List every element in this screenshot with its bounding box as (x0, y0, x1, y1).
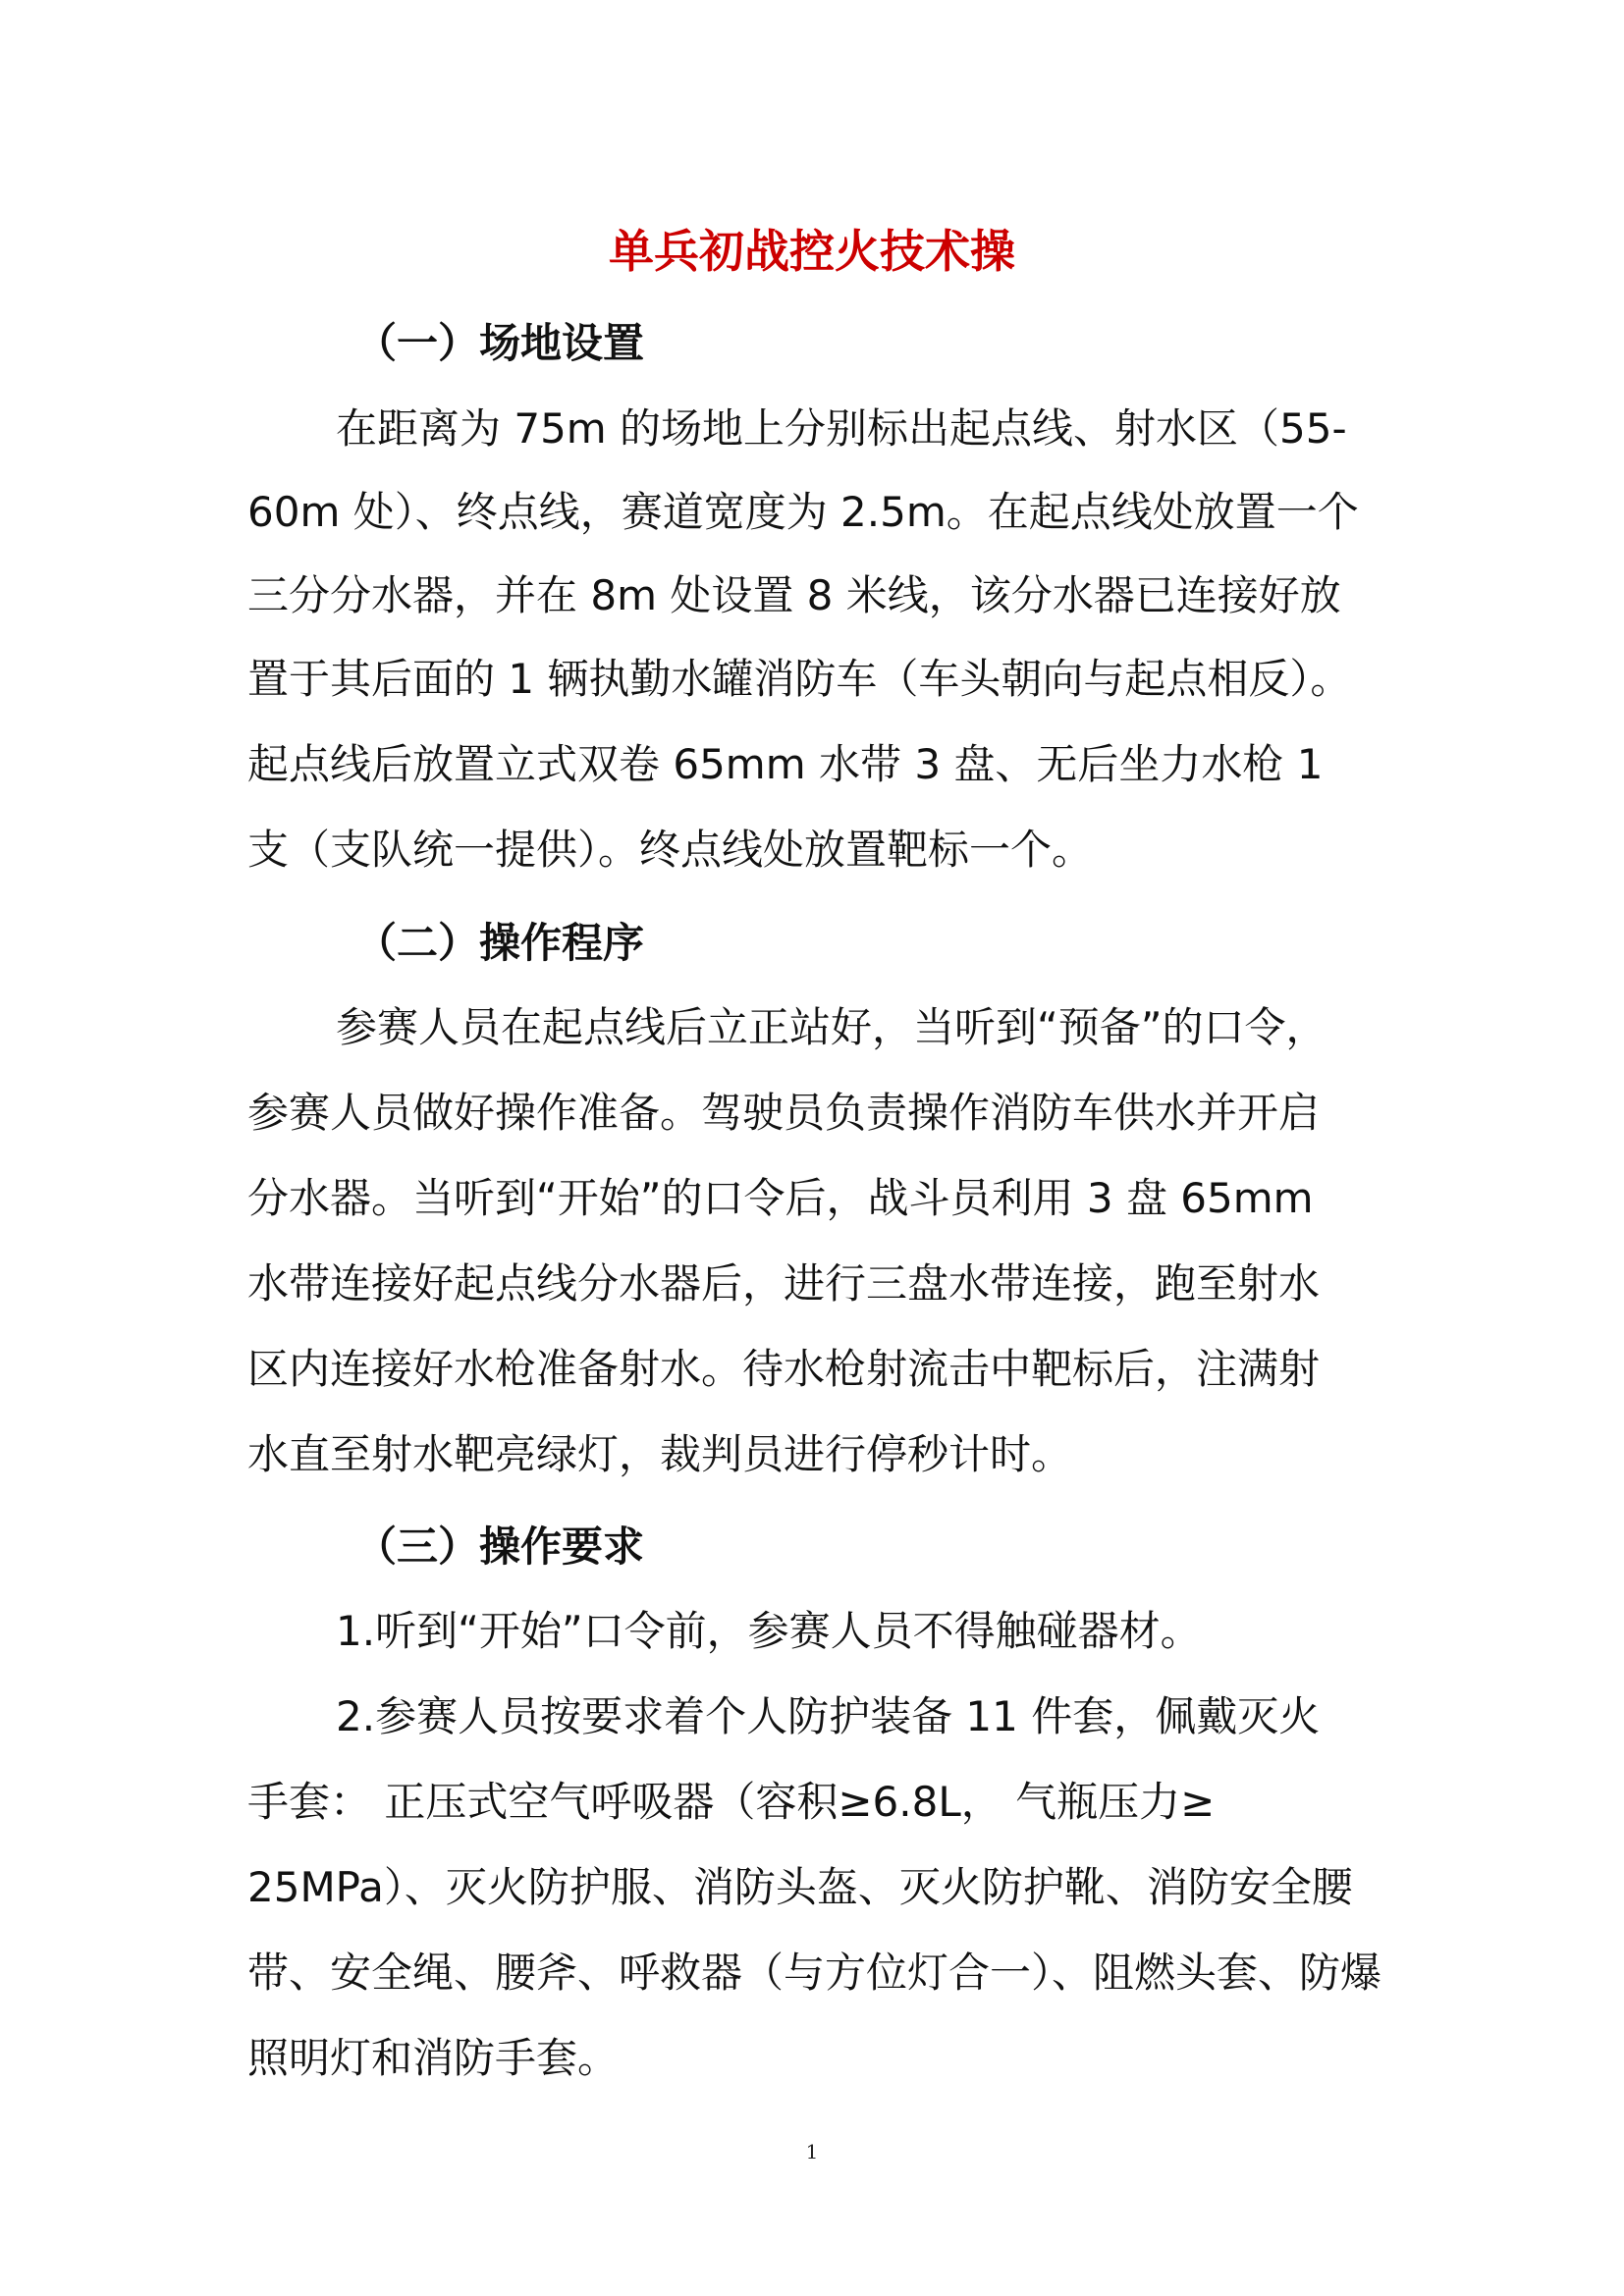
paragraph-line: 参赛人员做好操作准备。驾驶员负责操作消防车供水并开启 (247, 1089, 1321, 1137)
paragraph-line: 参赛人员在起点线后立正站好，当听到“预备”的口令， (336, 1003, 1327, 1051)
paragraph-line: 起点线后放置立式双卷 65mm 水带 3 盘、无后坐力水枪 1 (247, 740, 1324, 788)
paragraph-line: 支（支队统一提供）。终点线处放置靶标一个。 (247, 826, 1094, 874)
paragraph-line: 1.听到“开始”口令前，参赛人员不得触碰器材。 (336, 1607, 1202, 1655)
section-heading-procedure: （二）操作程序 (355, 919, 645, 967)
paragraph-line: 25MPa）、灭火防护服、消防头盔、灭火防护靴、消防安全腰 (247, 1863, 1353, 1911)
paragraph-line: 手套： 正压式空气呼吸器（容积≥6.8L， 气瓶压力≥ (247, 1778, 1216, 1826)
paragraph-line: 60m 处）、终点线，赛道宽度为 2.5m。在起点线处放置一个 (247, 488, 1359, 536)
section-heading-requirements: （三）操作要求 (355, 1522, 645, 1571)
paragraph-line: 水直至射水靶亮绿灯，裁判员进行停秒计时。 (247, 1430, 1073, 1478)
paragraph-line: 带、安全绳、腰斧、呼救器（与方位灯合一）、阻燃头套、防爆 (247, 1949, 1382, 1997)
section-heading-site-setup: （一）场地设置 (355, 319, 645, 367)
paragraph-line: 置于其后面的 1 辆执勤水罐消防车（车头朝向与起点相反）。 (247, 655, 1352, 703)
paragraph-line: 分水器。当听到“开始”的口令后，战斗员利用 3 盘 65mm (247, 1174, 1314, 1222)
document-title: 单兵初战控火技术操 (609, 225, 1015, 278)
paragraph-line: 2.参赛人员按要求着个人防护装备 11 件套，佩戴灭火 (336, 1692, 1321, 1740)
paragraph-line: 区内连接好水枪准备射水。待水枪射流击中靶标后，注满射 (247, 1345, 1321, 1393)
paragraph-line: 在距离为 75m 的场地上分别标出起点线、射水区（55- (336, 404, 1347, 453)
paragraph-line: 水带连接好起点线分水器后，进行三盘水带连接，跑至射水 (247, 1259, 1321, 1308)
paragraph-line: 三分分水器，并在 8m 处设置 8 米线，该分水器已连接好放 (247, 571, 1341, 619)
paragraph-line: 照明灯和消防手套。 (247, 2034, 620, 2082)
page-number: 1 (805, 2140, 819, 2163)
